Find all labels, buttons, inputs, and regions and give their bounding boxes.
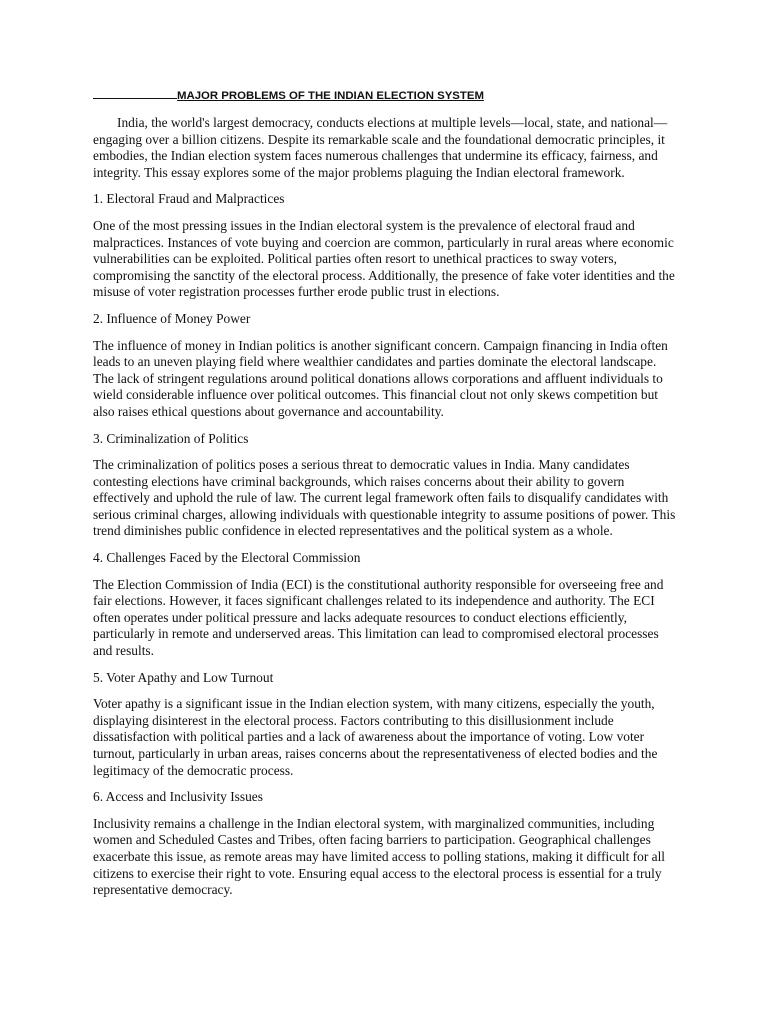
section-heading: 5. Voter Apathy and Low Turnout [93, 669, 274, 685]
section-body: One of the most pressing issues in the Indian electoral system is the prevalence of electoral fraud and malpractices. Instances of vote buying and coercion are common, particularly in rural areas where economic vulnerabilities can be exploited. Political parties often resort to unethical practices to sway voters, compromising the sanctity of the electoral process. Additionally, the presence of fake voter identities and the misuse of voter registration processes further erode public trust in elections. [93, 217, 675, 300]
document-page [93, 86, 678, 909]
section-heading: 6. Access and Inclusivity Issues [93, 789, 263, 805]
section-heading: 3. Criminalization of Politics [93, 430, 249, 446]
document-title: MAJOR PROBLEMS OF THE INDIAN ELECTION SYSTEM [177, 90, 484, 102]
title-underline-lead [93, 86, 177, 99]
section-body: Voter apathy is a significant issue in the Indian election system, with many citizens, especially the youth, displaying disinterest in the electoral process. Factors contributing to this disillusionment include dissatisfaction with political parties and a lack of awareness about the importance of voting. Low voter turnout, particularly in urban areas, raises concerns about the representativeness of elected bodies and the legitimacy of the democratic process. [93, 696, 658, 778]
section-body: Inclusivity remains a challenge in the Indian electoral system, with marginalized communities, including women and Scheduled Castes and Tribes, often facing barriers to participation. Geographical challenges exacerbate this issue, as remote areas may have limited access to polling stations, making it difficult for all citizens to exercise their right to vote. Ensuring equal access to the electoral process is essential for a truly representative democracy. [93, 815, 666, 898]
section-heading: 1. Electoral Fraud and Malpractices [93, 191, 285, 207]
section-body: The influence of money in Indian politics is another significant concern. Campaign financing in India often leads to an uneven playing field where wealthier candidates and parties dominate the electoral landscape. The lack of stringent regulations around political donations allows corporations and affluent individuals to wield considerable influence over political outcomes. This financial clout not only skews competition but also raises ethical questions about governance and accountability. [93, 337, 668, 419]
intro-paragraph: India, the world's largest democracy, conducts elections at multiple levels—local, state, and national—engaging over a billion citizens. Despite its remarkable scale and the foundational democratic principles, it embodies, the Indian election system faces numerous challenges that undermine its efficacy, fairness, and integrity. This essay explores some of the major problems plaguing the Indian electoral framework. [93, 115, 668, 180]
section-heading: 4. Challenges Faced by the Electoral Commission [93, 550, 361, 566]
section-body: The criminalization of politics poses a serious threat to democratic values in India. Many candidates contesting elections have criminal backgrounds, which raises concerns about their ability to govern effectively and uphold the rule of law. The current legal framework often fails to disqualify candidates with serious criminal charges, allowing individuals with questionable integrity to assume positions of power. This trend diminishes public confidence in elected representatives and the political system as a whole. [93, 457, 676, 539]
document-title-line [93, 86, 678, 104]
section-heading: 2. Influence of Money Power [93, 310, 251, 326]
section-body: The Election Commission of India (ECI) is the constitutional authority responsible for overseeing free and fair elections. However, it faces significant challenges related to its independence and authority. The ECI often operates under political pressure and lacks adequate resources to conduct elections efficiently, particularly in remote and underserved areas. This limitation can lead to compromised electoral processes and results. [93, 576, 664, 659]
